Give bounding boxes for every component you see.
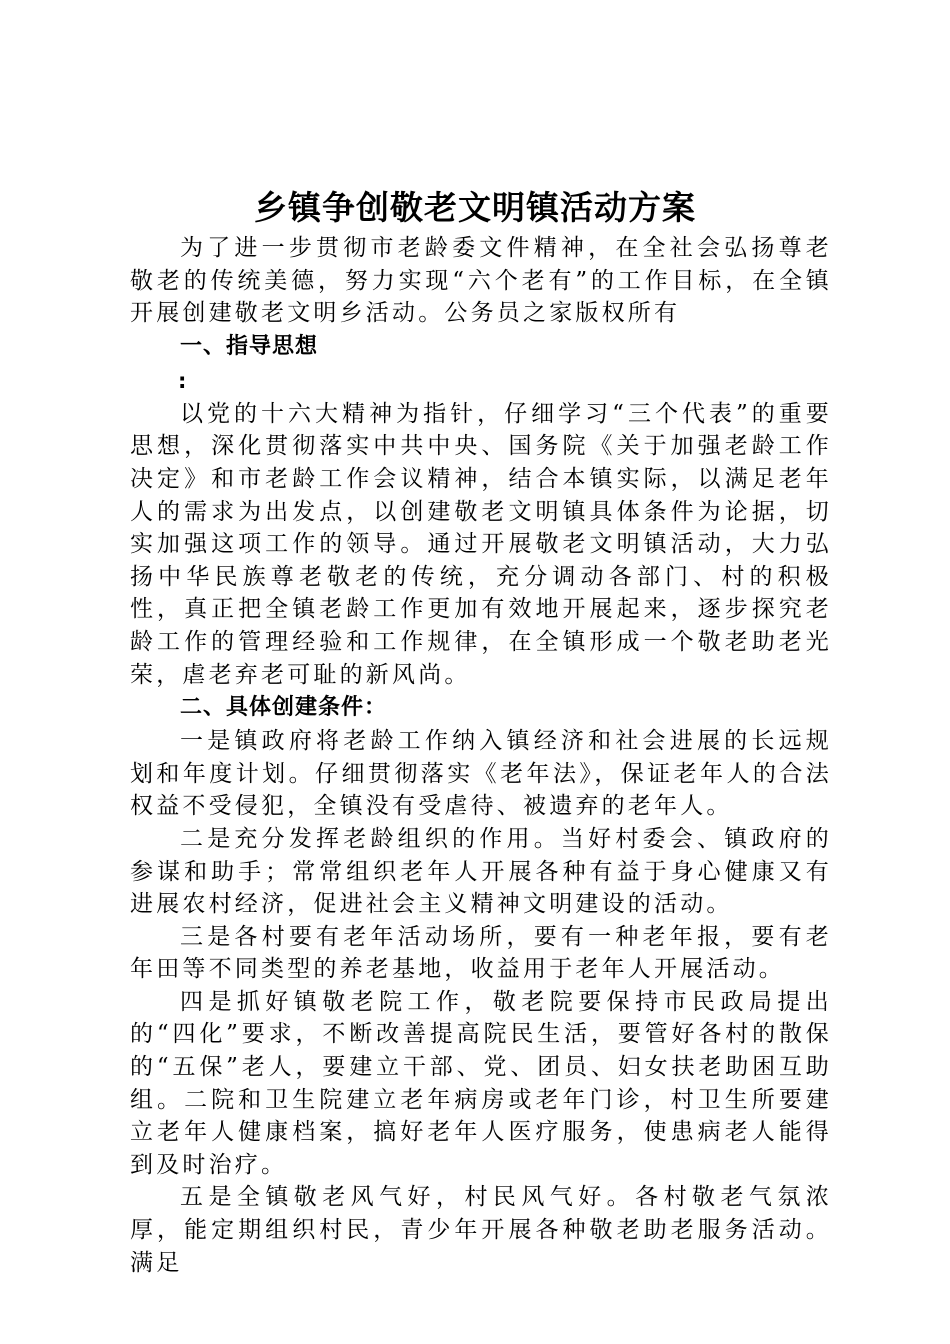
condition-paragraph-5: 五是全镇敬老风气好，村民风气好。各村敬老气氛浓厚，能定期组织村民，青少年开展各种敬老助老服务活动。满足 (130, 1184, 832, 1276)
section-heading-guiding-ideology: 一、指导思想 (180, 333, 319, 359)
condition-paragraph-3: 三是各村要有老年活动场所，要有一种老年报，要有老年田等不同类型的养老基地，收益用于老年人开展活动。 (130, 923, 832, 983)
condition-paragraph-2: 二是充分发挥老龄组织的作用。当好村委会、镇政府的参谋和助手；常常组织老年人开展各种有益于身心健康又有进展农村经济，促进社会主义精神文明建设的活动。 (130, 825, 832, 918)
condition-paragraph-1: 一是镇政府将老龄工作纳入镇经济和社会进展的长远规划和年度计划。仔细贯彻落实《老年法》，保证老年人的合法权益不受侵犯，全镇没有受虐待、被遗弃的老年人。 (130, 728, 832, 820)
section-colon: : (178, 368, 190, 393)
document-title: 乡镇争创敬老文明镇活动方案 (254, 188, 696, 227)
document-body (130, 232, 832, 1279)
intro-paragraph: 为了进一步贯彻市老龄委文件精神，在全社会弘扬尊老敬老的传统美德，努力实现“六个老有”的工作目标，在全镇开展创建敬老文明乡活动。公务员之家版权所有 (130, 235, 832, 327)
guiding-ideology-paragraph: 以党的十六大精神为指针，仔细学习“三个代表”的重要思想，深化贯彻落实中共中央、国务院《关于加强老龄工作决定》和市老龄工作会议精神，结合本镇实际，以满足老年人的需求为出发点，以创建敬老文明镇具体条件为论据，切实加强这项工作的领导。通过开展敬老文明镇活动，大力弘扬中华民族尊老敬老的传统，充分调动各部门、村的积极性，真正把全镇老龄工作更加有效地开展起来，逐步探究老龄工作的管理经验和工作规律，在全镇形成一个敬老助老光荣，虐老弃老可耻的新风尚。 (130, 400, 832, 688)
section-heading-creation-conditions: 二、具体创建条件： (180, 695, 388, 721)
condition-paragraph-4: 四是抓好镇敬老院工作，敬老院要保持市民政局提出的“四化”要求，不断改善提高院民生活，要管好各村的散保的“五保”老人，要建立干部、党、团员、妇女扶老助困互助组。二院和卫生院建立老年病房或老年门诊，村卫生所要建立老年人健康档案，搞好老年人医疗服务，使患病老人能得到及时治疗。 (130, 988, 832, 1178)
